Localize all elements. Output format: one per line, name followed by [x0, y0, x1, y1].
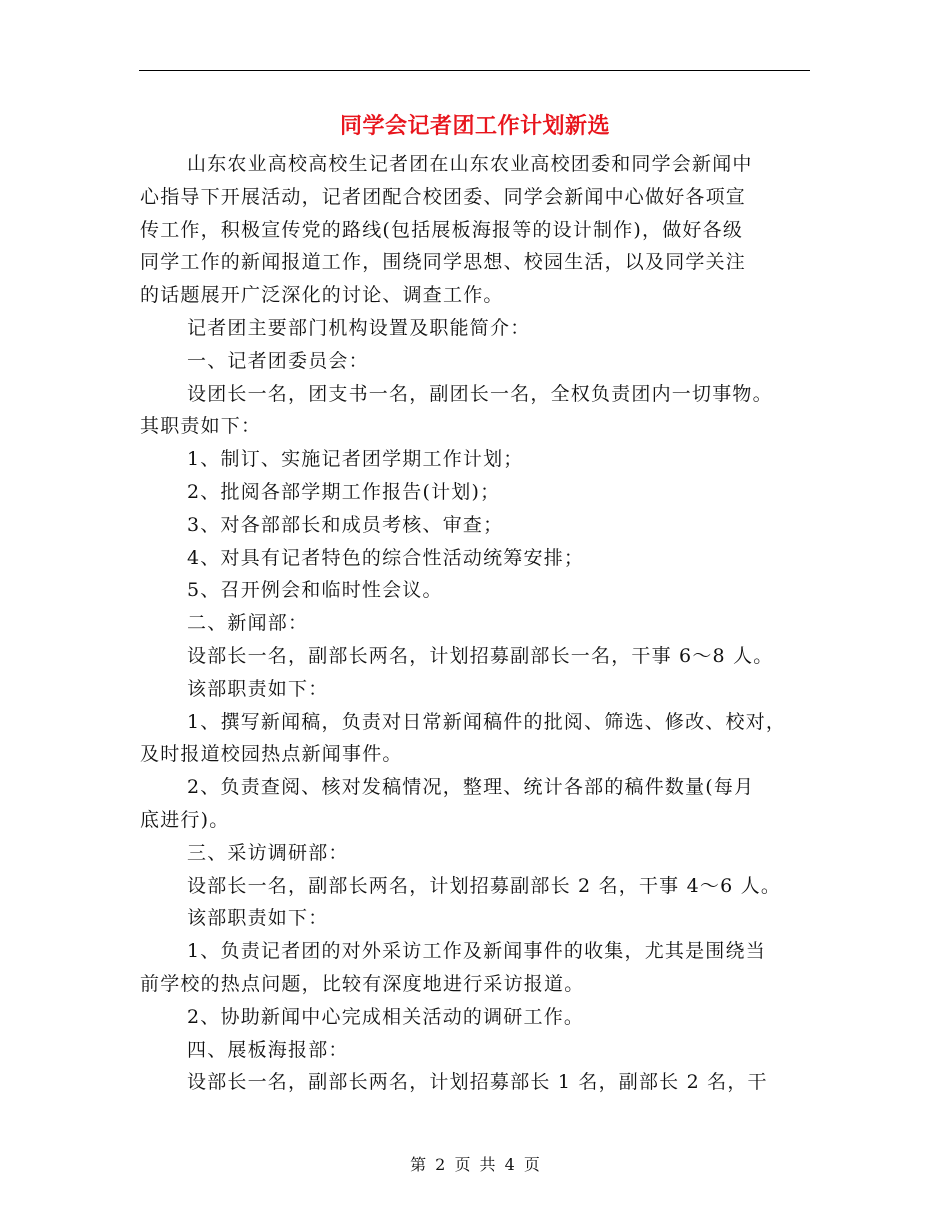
paragraph-line: 山东农业高校高校生记者团在山东农业高校团委和同学会新闻中	[187, 153, 753, 175]
section-heading: 二、新闻部：	[187, 612, 309, 635]
paragraph-line: 设部长一名，副部长两名，计划招募副部长一名，干事 6～8 人。	[187, 644, 774, 667]
paragraph-line: 传工作，积极宣传党的路线(包括展板海报等的设计制作)，做好各级	[140, 218, 744, 241]
list-item: 2、负责查阅、核对发稿情况，整理、统计各部的稿件数量(每月	[187, 776, 755, 799]
document-body	[140, 148, 820, 1099]
list-item: 2、批阅各部学期工作报告(计划)；	[187, 480, 501, 503]
list-item: 4、对具有记者特色的综合性活动统筹安排；	[187, 546, 585, 569]
list-item: 3、对各部部长和成员考核、审查；	[187, 513, 504, 536]
list-item: 1、负责记者团的对外采访工作及新闻事件的收集，尤其是围绕当	[187, 940, 766, 963]
paragraph-line: 设团长一名，团支书一名，副团长一名，全权负责团内一切事物。	[187, 382, 773, 405]
header-rule	[139, 70, 810, 71]
list-item: 2、协助新闻中心完成相关活动的调研工作。	[187, 1005, 585, 1028]
paragraph-line: 及时报道校园热点新闻事件。	[140, 743, 403, 766]
list-item: 5、召开例会和临时性会议。	[187, 579, 443, 602]
paragraph-line: 设部长一名，副部长两名，计划招募部长 1 名，副部长 2 名，干	[187, 1071, 768, 1094]
paragraph-line: 该部职责如下：	[187, 907, 329, 930]
paragraph-line: 的话题展开广泛深化的讨论、调查工作。	[140, 284, 504, 307]
section-heading: 四、展板海报部：	[187, 1038, 349, 1061]
paragraph-line: 同学工作的新闻报道工作，围绕同学思想、校园生活，以及同学关注	[140, 251, 747, 274]
paragraph-line: 前学校的热点问题，比较有深度地进行采访报道。	[140, 972, 585, 995]
paragraph-line: 底进行)。	[140, 808, 230, 831]
document-title: 同学会记者团工作计划新选	[339, 113, 610, 139]
section-heading: 一、记者团委员会：	[187, 349, 369, 372]
list-item: 1、撰写新闻稿，负责对日常新闻稿件的批阅、筛选、修改、校对，	[187, 710, 787, 733]
paragraph-line: 其职责如下：	[140, 415, 262, 438]
section-heading: 三、采访调研部：	[187, 841, 349, 864]
paragraph-line: 设部长一名，副部长两名，计划招募副部长 2 名，干事 4～6 人。	[187, 874, 782, 897]
list-item: 1、制订、实施记者团学期工作计划；	[187, 448, 524, 471]
page-number: 第 2 页 共 4 页	[410, 1155, 540, 1174]
paragraph-line: 心指导下开展活动，记者团配合校团委、同学会新闻中心做好各项宣	[140, 185, 747, 208]
section-intro: 记者团主要部门机构设置及职能简介：	[187, 316, 531, 339]
paragraph-line: 该部职责如下：	[187, 677, 329, 700]
